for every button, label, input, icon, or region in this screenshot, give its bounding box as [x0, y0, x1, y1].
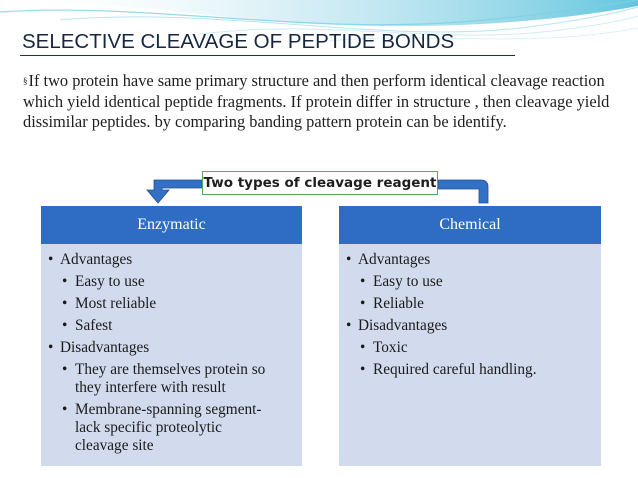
- list-item: • Membrane-spanning segment-lack specific proteolytic cleavage site: [75, 401, 275, 455]
- intro-paragraph: [23, 71, 623, 133]
- slide-title: SELECTIVE CLEAVAGE OF PEPTIDE BONDS: [22, 30, 455, 53]
- square-bullet-icon: §: [23, 76, 28, 86]
- intro-text: If two protein have same primary structure and then perform identical cleavage reaction which yield identical peptide fragments. If protein differ in structure , then cleavage yield dissimilar peptides. by comparing banding pattern protein can be identify.: [23, 71, 610, 132]
- list-item: • Easy to use: [373, 273, 601, 291]
- list-item: • Disadvantages: [60, 339, 302, 357]
- left-bent-arrow-icon: [147, 180, 202, 203]
- list-item: • They are themselves protein so they interfere with result: [75, 361, 290, 397]
- list-item: • Most reliable: [75, 295, 302, 313]
- list-item: • Advantages: [60, 251, 302, 269]
- title-underline: [20, 55, 515, 56]
- right-bent-arrow-icon: [438, 180, 488, 203]
- list-item: • Disadvantages: [358, 317, 601, 335]
- cleavage-reagent-label: Two types of cleavage reagent: [202, 171, 438, 195]
- enzymatic-body: [41, 244, 302, 466]
- list-item: • Reliable: [373, 295, 601, 313]
- list-item: • Required careful handling.: [373, 361, 601, 379]
- list-item: • Advantages: [358, 251, 601, 269]
- chemical-list: [339, 244, 601, 379]
- enzymatic-list: [41, 244, 302, 455]
- enzymatic-header: Enzymatic: [41, 206, 302, 244]
- chemical-header: Chemical: [339, 206, 601, 244]
- list-item: • Easy to use: [75, 273, 302, 291]
- list-item: • Toxic: [373, 339, 601, 357]
- chemical-body: [339, 244, 601, 466]
- list-item: • Safest: [75, 317, 302, 335]
